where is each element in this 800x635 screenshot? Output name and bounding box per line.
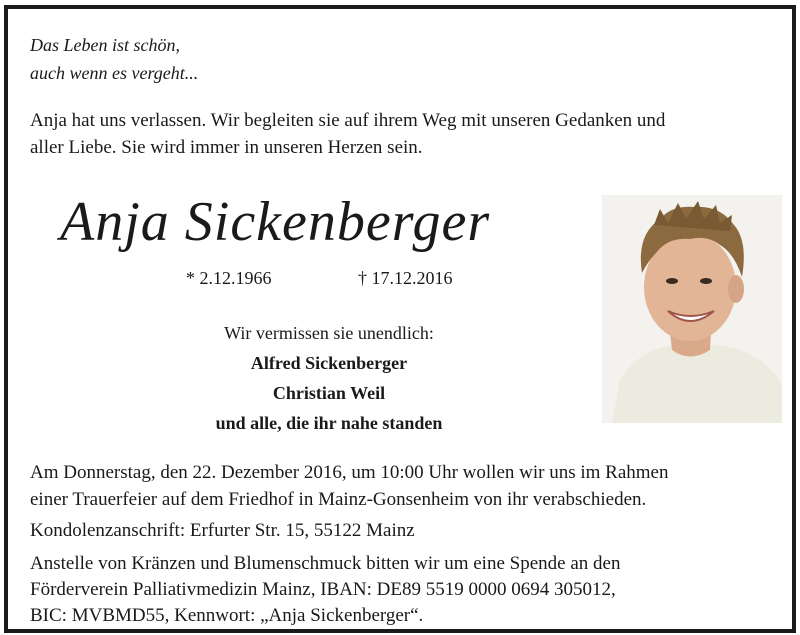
mourner-name: und alle, die ihr nahe standen (215, 413, 443, 433)
birth-date: * 2.12.1966 (186, 268, 272, 288)
mourners-block (184, 318, 474, 438)
donation-text (30, 551, 620, 629)
service-text (30, 459, 669, 513)
service-line-1: Am Donnerstag, den 22. Dezember 2016, um 10:00 Uhr wollen wir uns im Rahmen (30, 462, 669, 483)
portrait-photo (602, 195, 782, 423)
deceased-name: Anja Sickenberger (60, 191, 491, 253)
donation-line-2: Förderverein Palliativmedizin Mainz, IBAN: DE89 5519 0000 0694 305012, (30, 579, 616, 600)
motto-line-1: Das Leben ist schön, (30, 35, 180, 55)
intro-text (30, 107, 665, 161)
donation-line-1: Anstelle von Kränzen und Blumenschmuck bitten wir um eine Spende an den (30, 553, 621, 574)
mourner-name: Alfred Sickenberger (250, 353, 408, 373)
service-line-2: einer Trauerfeier auf dem Friedhof in Mainz-Gonsenheim von ihr verabschieden. (30, 489, 647, 510)
obituary-frame (4, 5, 796, 633)
mourners-lead: Wir vermissen sie unendlich: (224, 323, 434, 343)
condolence-address: Kondolenzanschrift: Erfurter Str. 15, 55122 Mainz (30, 520, 415, 541)
motto-line-2: auch wenn es vergeht... (30, 63, 199, 83)
mourner-name: Christian Weil (272, 383, 386, 403)
intro-line-2: aller Liebe. Sie wird immer in unseren Herzen sein. (30, 137, 423, 158)
death-date: † 17.12.2016 (358, 268, 453, 288)
intro-line-1: Anja hat uns verlassen. Wir begleiten sie auf ihrem Weg mit unseren Gedanken und (30, 110, 666, 131)
donation-line-3: BIC: MVBMD55, Kennwort: „Anja Sickenberger“. (30, 605, 424, 626)
motto (30, 31, 198, 87)
